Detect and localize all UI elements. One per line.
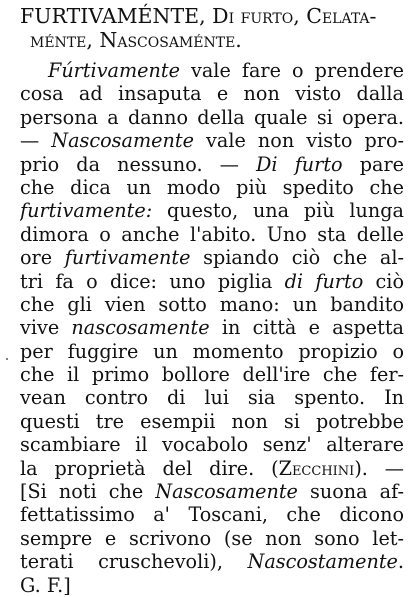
text-run: fettatissimo a' Toscani, che dicono	[20, 503, 404, 527]
definition-line	[20, 574, 404, 597]
italic-term: Di furto	[256, 152, 343, 176]
definition-line	[20, 457, 404, 480]
definition-line	[20, 340, 404, 363]
definition-line	[20, 293, 404, 316]
definition-line	[20, 433, 404, 456]
text-run: in città e aspetta	[209, 316, 404, 340]
definition-line	[20, 223, 404, 246]
text-run: prio da nessuno. —	[20, 152, 257, 176]
entry-heading	[20, 4, 404, 52]
italic-term: Nascosamente	[155, 480, 298, 504]
text-run: che gli vien sotto mano: un bandito	[20, 292, 404, 316]
text-run: —	[20, 129, 52, 153]
text-run: tri fa o dice: uno piglia	[20, 269, 285, 293]
text-run: spiando ciò che al-	[190, 246, 404, 270]
text-run: ciò	[363, 269, 404, 293]
definition-line	[20, 363, 404, 386]
definition-line	[20, 316, 404, 339]
text-run: questo, una più lunga	[152, 199, 404, 223]
definition-line	[20, 480, 404, 503]
entry-headword: FURTIVAMÉNTE,	[20, 4, 206, 28]
entry-definition	[20, 59, 404, 597]
entry-synonyms-part-1: Di furto, Celata-	[205, 4, 377, 28]
entry-heading-line-1	[20, 4, 404, 28]
definition-line	[20, 176, 404, 199]
text-run: vean contro di lui sia spento. In	[20, 386, 404, 410]
italic-term: nascosamente	[71, 316, 210, 340]
author-name: Zecchini	[278, 456, 355, 480]
entry-heading-line-2: ménte, Nascosaménte.	[30, 28, 242, 52]
italic-term: Nascosamente	[51, 129, 194, 153]
text-run: persona a danno della quale si opera.	[20, 105, 404, 129]
text-run: che il primo bollore dell'ire che fer-	[20, 363, 404, 387]
definition-line	[20, 503, 404, 526]
margin-dot	[6, 358, 8, 360]
text-run: che dica un modo più spedito che	[20, 175, 404, 199]
definition-line	[20, 270, 404, 293]
text-run: ore	[20, 246, 65, 270]
text-run: [Si noti che	[20, 480, 156, 504]
italic-term: Fúrtivamente	[48, 59, 180, 82]
text-run: scambiare il vocabolo senz' alterare	[20, 433, 404, 457]
text-run: la proprietà del dire. (	[20, 456, 279, 480]
text-run: suona af-	[297, 480, 404, 504]
italic-term: Nascostamente	[247, 550, 398, 574]
text-run: dimora o anche l'abito. Uno sta delle	[20, 222, 404, 246]
definition-line	[20, 199, 404, 222]
italic-term: di furto	[284, 269, 364, 293]
definition-line	[20, 153, 404, 176]
text-run: G. F.]	[20, 573, 71, 597]
definition-line	[20, 386, 404, 409]
definition-line	[20, 410, 404, 433]
text-run: vive	[20, 316, 72, 340]
definition-line	[20, 106, 404, 129]
text-run: vale fare o prendere	[179, 59, 404, 82]
definition-line	[20, 82, 404, 105]
text-run: questi tre esempii non si potrebbe	[20, 409, 404, 433]
definition-line	[20, 246, 404, 269]
text-run: vale non visto pro-	[193, 129, 404, 153]
italic-term: furtivamente	[64, 246, 191, 270]
text-run: .	[397, 550, 404, 574]
text-run: sempre e scrivono (se non sono let-	[20, 526, 404, 550]
text-run: cosa ad insaputa e non visto dalla	[20, 82, 404, 106]
text-run: pare	[342, 152, 404, 176]
definition-line	[20, 59, 404, 82]
definition-line	[20, 129, 404, 152]
text-run: ). —	[354, 456, 404, 480]
definition-line	[20, 550, 404, 573]
italic-term: furtivamente:	[20, 199, 153, 223]
definition-line	[20, 527, 404, 550]
text-run: per fuggire un momento propizio o	[20, 339, 404, 363]
text-run: terati cruschevoli),	[20, 550, 248, 574]
